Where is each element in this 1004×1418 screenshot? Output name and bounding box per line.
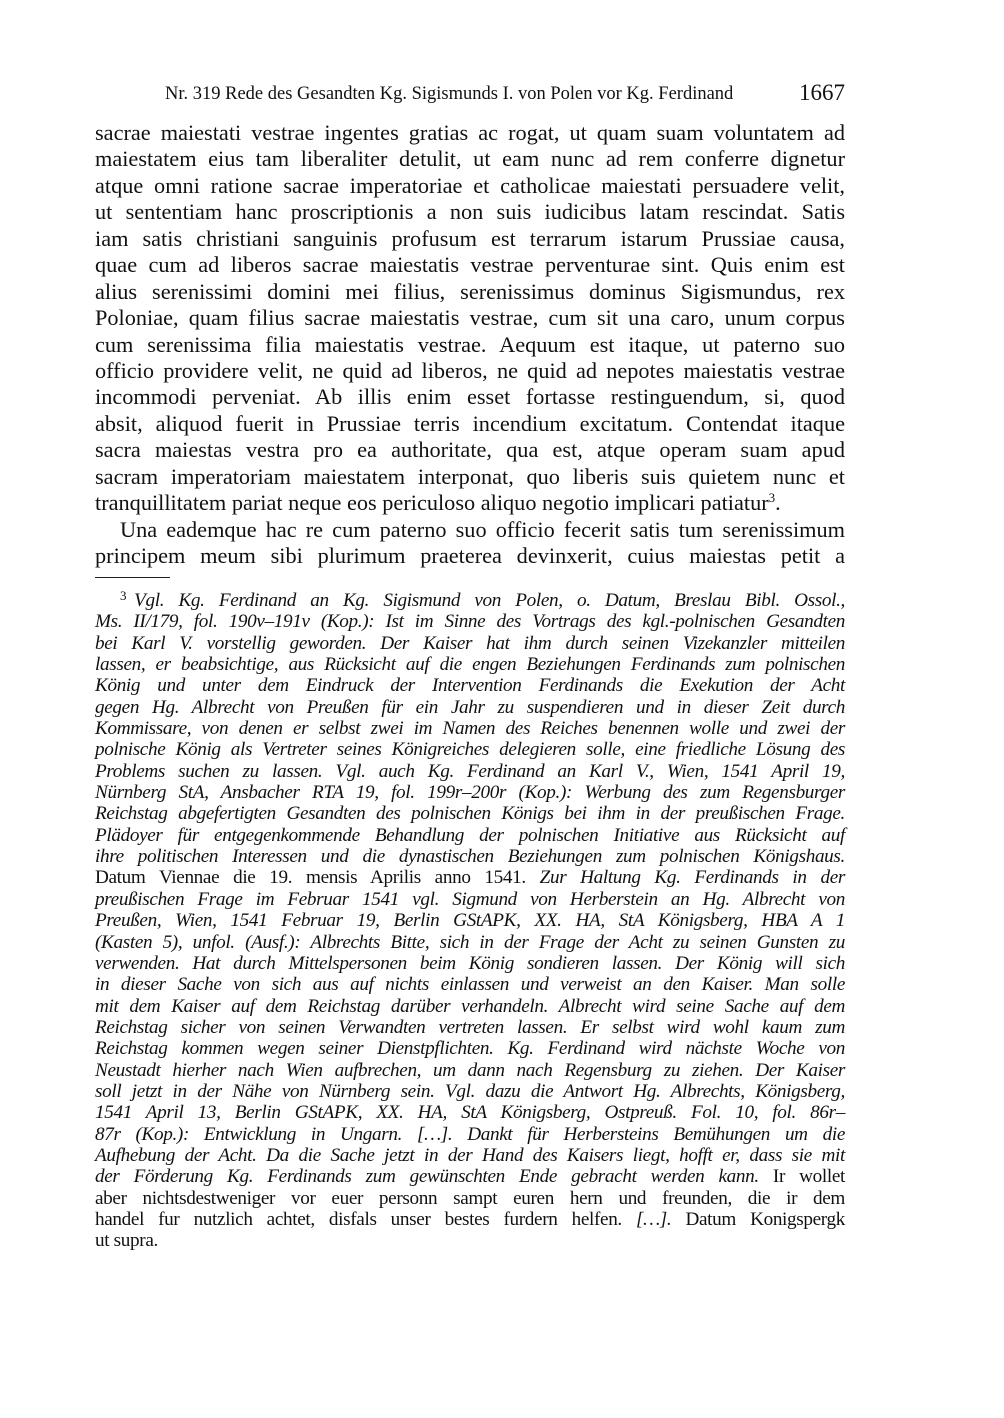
- main-text: [95, 120, 845, 569]
- italic-segment: soll jetzt in der Nähe von Nürnberg sein. Vgl. dazu die Antwort Hg. Albrechts, Königsberg,: [95, 1080, 845, 1102]
- text-line: [95, 437, 845, 463]
- footnote-line: [95, 611, 845, 632]
- italic-segment: Aufhebung der Acht. Da die Sache jetzt in der Hand des Kaisers liegt, hofft er, dass sie mit: [95, 1144, 845, 1166]
- text-line-content: iam satis christiani sanguinis profusum est terrarum istarum Prussiae causa,: [95, 225, 845, 251]
- italic-segment: lassen, er beabsichtige, aus Rücksicht auf die engen Beziehungen Ferdinands zum polnischen: [95, 654, 845, 676]
- footnote-line: [95, 932, 845, 953]
- running-header: [95, 80, 845, 108]
- italic-segment: Nürnberg StA, Ansbacher RTA 19, fol. 199r–200r (Kop.): Werbung des zum Regensburger: [95, 782, 845, 804]
- footnote-line: [95, 1209, 845, 1230]
- text-line: [95, 411, 845, 437]
- footnote-line: [95, 867, 845, 888]
- italic-segment: ihre politischen Interessen und die dynastischen Beziehungen zum polnischen Königshaus.: [95, 846, 845, 868]
- italic-segment: der Förderung Kg. Ferdinands zum gewünschten Ende gebracht werden kann.: [95, 1166, 759, 1188]
- text-line: [95, 305, 845, 331]
- footnote-line: [95, 1060, 845, 1081]
- footnote-line: [95, 1188, 845, 1209]
- text-line: [95, 358, 845, 384]
- italic-segment: Plädoyer für entgegenkommende Behandlung der polnischen Initiative aus Rücksicht auf: [95, 824, 845, 846]
- italic-segment: polnische König als Vertreter seines Königreiches delegieren solle, eine friedliche Lösung des: [95, 739, 845, 761]
- footnote-line: [95, 590, 845, 611]
- footnote-reference[interactable]: 3: [768, 490, 776, 506]
- text-line-content: cum serenissima filia maiestatis vestrae. Aequum est itaque, ut paterno suo: [95, 331, 845, 357]
- footnote: [95, 590, 845, 1252]
- italic-segment: […].: [635, 1208, 672, 1230]
- footnote-line: [95, 633, 845, 654]
- footnote-line: [95, 996, 845, 1017]
- text-line: [95, 252, 845, 278]
- text-line-content: sacra maiestas vestra pro ea authoritate, qua est, atque operam suam apud: [95, 437, 845, 463]
- roman-segment: Ir wollet: [758, 1166, 845, 1188]
- italic-segment: mit dem Kaiser auf dem Reichstag darüber verhandeln. Albrecht wird seine Sache auf dem: [95, 995, 845, 1017]
- footnote-line: [95, 697, 845, 718]
- roman-segment: handel fur nutzlich achtet, disfals unser bestes furdern helfen.: [95, 1208, 636, 1230]
- text-line: [95, 120, 845, 146]
- text-line: [95, 543, 845, 569]
- text-line: [95, 199, 845, 225]
- footnote-line: [95, 1102, 845, 1123]
- page-number: 1667: [799, 80, 845, 105]
- italic-segment: in dieser Sache von sich aus auf nichts einlassen und verweist an den Kaiser. Man solle: [95, 974, 845, 996]
- footnote-line: [95, 675, 845, 696]
- footnote-line: [95, 846, 845, 867]
- roman-segment: Datum Viennae die 19. mensis Aprilis anno 1541.: [95, 867, 540, 889]
- italic-segment: (Kasten 5), unfol. (Ausf.): Albrechts Bitte, sich in der Frage der Acht zu seinen Gunsten zu: [95, 931, 845, 953]
- text-line-content: quae cum ad liberos sacrae maiestatis vestrae perventurae sint. Quis enim est: [95, 252, 845, 278]
- footnote-line: [95, 825, 845, 846]
- footnote-line: [95, 1038, 845, 1059]
- text-line-content: ut sententiam hanc proscriptionis a non suis iudicibus latam rescindat. Satis: [95, 199, 845, 225]
- footnote-line: [95, 739, 845, 760]
- footnote-line: [95, 910, 845, 931]
- text-line: [95, 332, 845, 358]
- italic-segment: König und unter dem Eindruck der Intervention Ferdinands die Exekution der Acht: [95, 675, 845, 697]
- footnote-line: [95, 1166, 845, 1187]
- footnote-line: [95, 953, 845, 974]
- text-line: [95, 464, 845, 490]
- italic-segment: gegen Hg. Albrecht von Preußen für ein Jahr zu suspendieren und in dieser Zeit durch: [95, 696, 845, 718]
- text-line: [95, 226, 845, 252]
- footnote-divider: [95, 577, 170, 578]
- text-line: [95, 173, 845, 199]
- italic-segment: Reichstag abgefertigten Gesandten des polnischen Königs bei ihm in der preußischen Frage.: [95, 803, 845, 825]
- footnote-line: [95, 718, 845, 739]
- text-line-content: maiestatem eius tam liberaliter detulit, ut eam nunc ad rem conferre dignetur: [95, 146, 845, 172]
- italic-segment: 1541 April 13, Berlin GStAPK, XX. HA, StA Königsberg, Ostpreuß. Fol. 10, fol. 86r–: [95, 1102, 845, 1124]
- text-line-content: sacrae maiestati vestrae ingentes gratias ac rogat, ut quam suam voluntatem ad: [95, 120, 845, 145]
- text-line-content: alius serenissimi domini mei filius, serenissimus dominus Sigismundus, rex: [95, 278, 845, 304]
- roman-segment: aber nichtsdestweniger vor euer personn sampt euren hern und freunden, die ir dem: [95, 1187, 845, 1209]
- footnote-line: [95, 1124, 845, 1145]
- footnote-line: [95, 1017, 845, 1038]
- italic-segment: Preußen, Wien, 1541 Februar 19, Berlin GStAPK, XX. HA, StA Königsberg, HBA A 1: [95, 910, 845, 932]
- footnote-line: [95, 654, 845, 675]
- italic-segment: Ms. II/179, fol. 190v–191v (Kop.): Ist im Sinne des Vortrags des kgl.-polnischen Gesandten: [95, 611, 845, 633]
- text-line-content: officio providere velit, ne quid ad liberos, ne quid ad nepotes maiestatis vestrae: [95, 357, 845, 383]
- text-line: [95, 384, 845, 410]
- text-line: tranquillitatem pariat neque eos periculoso aliquo negotio implicari patiatur$^3$.: [95, 490, 781, 516]
- text-line-content: incommodi perveniat. Ab illis enim esset fortasse restinguendum, si, quod: [95, 384, 845, 410]
- text-line-content: absit, aliquod fuerit in Prussiae terris incendium excitatum. Contendat itaque: [95, 410, 845, 436]
- running-title: Nr. 319 Rede des Gesandten Kg. Sigismunds I. von Polen vor Kg. Ferdinand: [165, 84, 734, 104]
- footnote-number: 3: [120, 588, 127, 603]
- italic-segment: preußischen Frage im Februar 1541 vgl. Sigmund von Herberstein an Hg. Albrecht von: [95, 888, 845, 910]
- footnote-line: [95, 782, 845, 803]
- italic-segment: Kommissare, von denen er selbst zwei im Namen des Reiches benennen wolle und zwei der: [95, 718, 845, 740]
- footnote-line: [95, 974, 845, 995]
- footnote-line: [95, 1081, 845, 1102]
- text-line: [95, 146, 845, 172]
- text-line: [95, 517, 845, 543]
- italic-segment: Reichstag sicher von seinen Verwandten vertreten lassen. Er selbst wird wohl kaum zum: [95, 1016, 845, 1038]
- text-line-content: atque omni ratione sacrae imperatoriae et catholicae maiestati persuadere velit,: [95, 172, 845, 198]
- text-line: [95, 279, 845, 305]
- italic-segment: Problems suchen zu lassen. Vgl. auch Kg. Ferdinand an Karl V., Wien, 1541 April 19,: [95, 760, 845, 782]
- text-line-content: Una eademque hac re cum paterno suo officio fecerit satis tum serenissimum: [120, 516, 845, 542]
- italic-segment: Neustadt hierher nach Wien aufbrechen, um dann nach Regensburg zu ziehen. Der Kaiser: [95, 1059, 845, 1081]
- roman-segment: ut supra.: [95, 1230, 158, 1252]
- footnote-line: [95, 803, 845, 824]
- text-line-content: Poloniae, quam filius sacrae maiestatis vestrae, cum sit una caro, unum corpus: [95, 305, 845, 331]
- footnote-line: [95, 1230, 845, 1251]
- italic-segment: Vgl. Kg. Ferdinand an Kg. Sigismund von Polen, o. Datum, Breslau Bibl. Ossol.,: [134, 590, 845, 611]
- footnote-line: [95, 1145, 845, 1166]
- italic-segment: verwenden. Hat durch Mittelspersonen beim König sondieren lassen. Der König will sich: [95, 952, 845, 974]
- italic-segment: Reichstag kommen wegen seiner Dienstpflichten. Kg. Ferdinand wird nächste Woche von: [95, 1038, 845, 1060]
- text-line-content: sacram imperatoriam maiestatem interponat, quo liberis suis quietem nunc et: [95, 463, 845, 489]
- footnote-line: [95, 761, 845, 782]
- italic-segment: 87r (Kop.): Entwicklung in Ungarn. […]. Dankt für Herbersteins Bemühungen um die: [95, 1123, 845, 1145]
- italic-segment: bei Karl V. vorstellig geworden. Der Kaiser hat ihm durch seinen Vizekanzler mitteilen: [95, 632, 845, 654]
- footnote-line: [95, 889, 845, 910]
- roman-segment: Datum Konigspergk: [671, 1208, 845, 1230]
- text-line-content: tranquillitatem pariat neque eos periculoso aliquo negotio implicari patiatur: [95, 490, 769, 516]
- italic-segment: Zur Haltung Kg. Ferdinands in der: [539, 867, 845, 889]
- text-line-content: principem meum sibi plurimum praeterea devinxerit, cuius maiestas petit a: [95, 543, 845, 568]
